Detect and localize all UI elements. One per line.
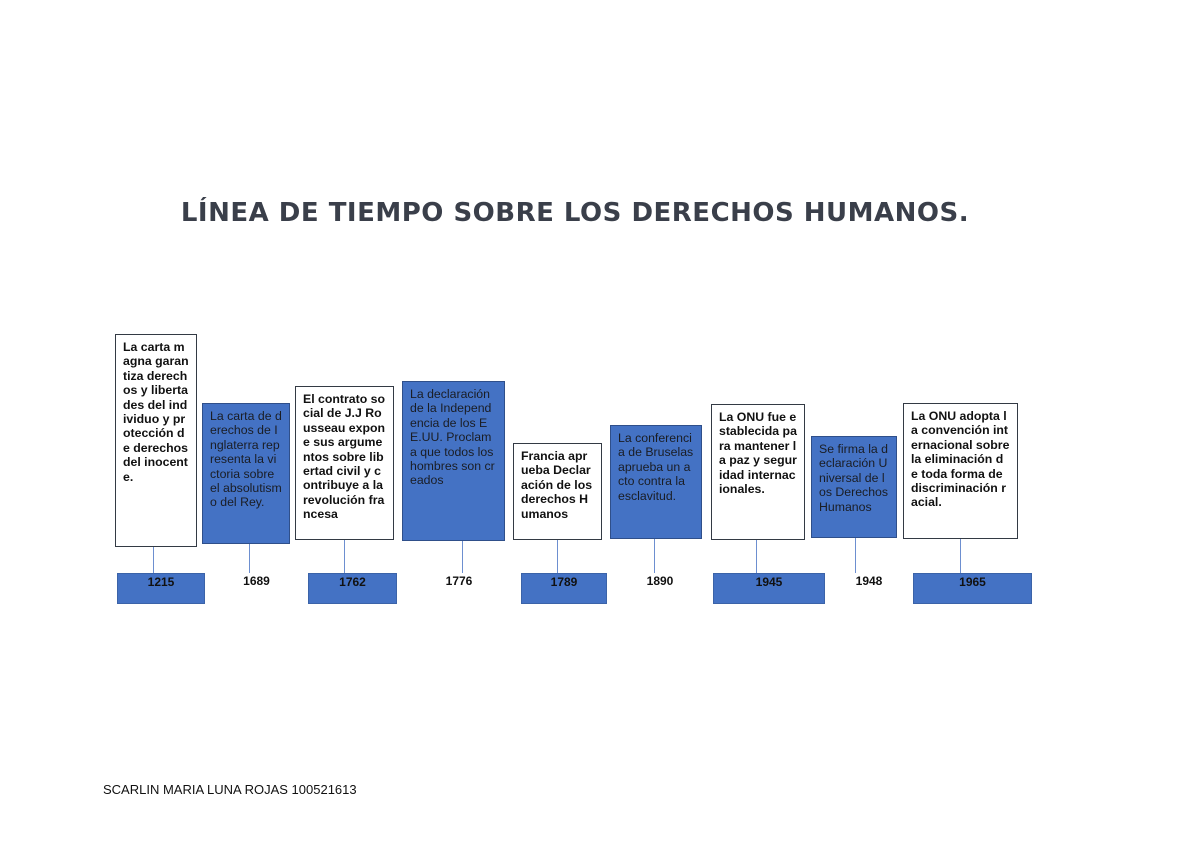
author-footer: SCARLIN MARIA LUNA ROJAS 100521613 <box>103 782 357 797</box>
connector-1948 <box>855 538 856 573</box>
year-cell-1890: 1890 <box>607 573 713 604</box>
event-box-1762: El contrato social de J.J Rousseau expone sus argumentos sobre libertad civil y contribuye a la revolución francesa <box>295 386 394 540</box>
event-box-1215: La carta magna garantiza derechos y libertades del individuo y protección de derechos del inocente. <box>115 334 197 547</box>
event-box-1890: La conferencia de Bruselas aprueba un acto contra la esclavitud. <box>610 425 702 539</box>
event-box-1789: Francia aprueba Declaración de los derechos Humanos <box>513 443 602 540</box>
connector-1789 <box>557 540 558 573</box>
year-cell-1789: 1789 <box>521 573 607 604</box>
event-box-1776: La declaración de la Independencia de los EE.UU. Proclama que todos los hombres son creados <box>402 381 505 541</box>
year-cell-1689: 1689 <box>205 573 308 604</box>
year-cell-1945: 1945 <box>713 573 825 604</box>
event-box-1965: La ONU adopta la convención internacional sobre la eliminación de toda forma de discriminación racial. <box>903 403 1018 539</box>
connector-1776 <box>462 541 463 573</box>
event-box-1948: Se firma la declaración Universal de los Derechos Humanos <box>811 436 897 538</box>
connector-1945 <box>756 540 757 573</box>
connector-1215 <box>153 547 154 573</box>
connector-1890 <box>654 539 655 573</box>
year-cell-1776: 1776 <box>397 573 521 604</box>
connector-1689 <box>249 544 250 573</box>
page-title: LÍNEA DE TIEMPO SOBRE LOS DERECHOS HUMANOS. <box>180 198 970 228</box>
connector-1965 <box>960 539 961 573</box>
connector-1762 <box>344 540 345 573</box>
year-cell-1948: 1948 <box>825 573 913 604</box>
event-box-1945: La ONU fue establecida para mantener la paz y seguridad internacionales. <box>711 404 805 540</box>
year-cell-1215: 1215 <box>117 573 205 604</box>
year-cell-1965: 1965 <box>913 573 1032 604</box>
event-box-1689: La carta de derechos de Inglaterra representa la victoria sobre el absolutismo del Rey. <box>202 403 290 544</box>
year-cell-1762: 1762 <box>308 573 397 604</box>
